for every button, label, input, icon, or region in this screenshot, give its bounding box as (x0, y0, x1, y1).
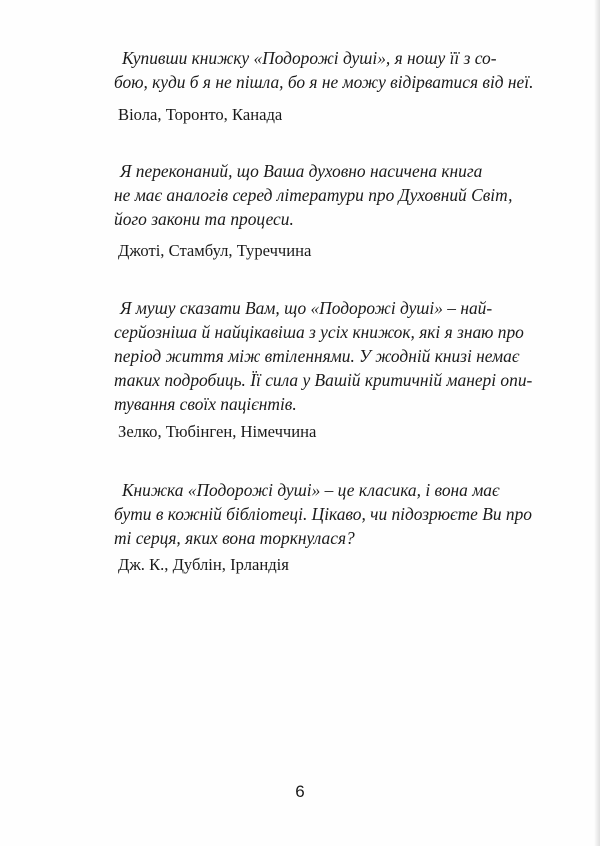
quote-line: Книжка «Подорожі душі» – це класика, і вона має (122, 480, 500, 500)
quote-line: Купивши книжку «Подорожі душі», я ношу її з со- (122, 48, 497, 68)
testimonial-quote-2 (114, 159, 548, 231)
page-number: 6 (295, 782, 305, 801)
quote-line: його закони та процеси. (114, 209, 294, 229)
quote-line: не має аналогів серед літератури про Духовний Світ, (114, 185, 513, 205)
quote-line: Я мушу сказати Вам, що «Подорожі душі» – най- (120, 298, 493, 318)
testimonial-author-4: Дж. К., Дублін, Ірландія (118, 555, 289, 574)
quote-line: таких подробиць. Її сила у Вашій критичній манері опи- (114, 370, 533, 390)
page-edge-shadow (594, 0, 600, 846)
quote-line: бути в кожній бібліотеці. Цікаво, чи підозрюєте Ви про (114, 504, 532, 524)
quote-line: тування своїх пацієнтів. (114, 394, 297, 414)
testimonial-author-3: Зелко, Тюбінген, Німеччина (118, 422, 317, 441)
quote-line: серйозніша й найцікавіша з усіх книжок, які я знаю про (114, 322, 524, 342)
testimonial-author-1: Віола, Торонто, Канада (118, 105, 283, 124)
testimonial-quote-1 (114, 46, 548, 94)
testimonial-quote-3 (114, 296, 548, 416)
testimonial-author-2: Джоті, Стамбул, Туреччина (118, 241, 312, 260)
quote-line: ті серця, яких вона торкнулася? (114, 528, 355, 548)
quote-line: період життя між втіленнями. У жодній книзі немає (114, 346, 520, 366)
quote-line: Я переконаний, що Ваша духовно насичена книга (120, 161, 483, 181)
testimonial-quote-4 (114, 478, 548, 550)
quote-line: бою, куди б я не пішла, бо я не можу відірватися від неї. (114, 72, 534, 92)
